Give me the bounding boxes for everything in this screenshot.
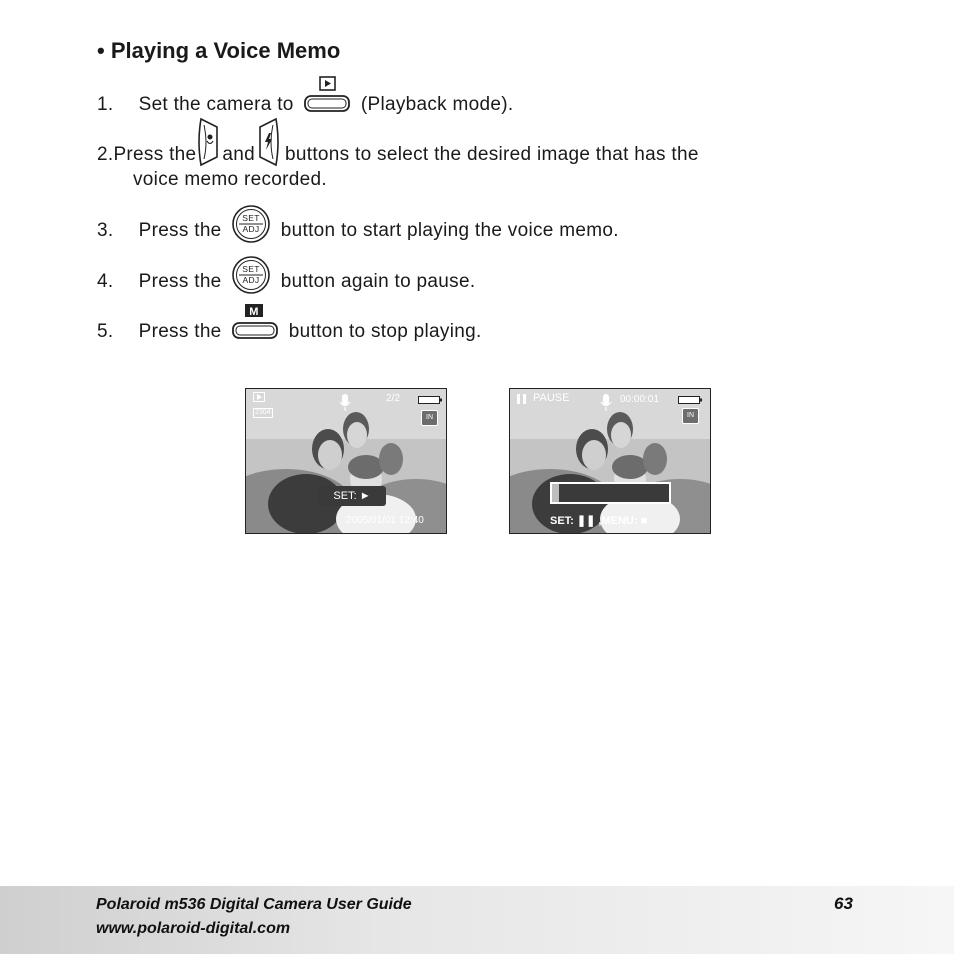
adj-label: ADJ	[242, 274, 260, 285]
menu-letter: M	[249, 305, 259, 318]
set-adj-button-icon	[231, 263, 271, 294]
elapsed-time: 00:00:01	[620, 394, 659, 405]
pause-status: PAUSE	[533, 392, 570, 404]
step-text: button again to pause.	[280, 271, 476, 292]
step-3	[97, 212, 619, 244]
guide-title: Polaroid m536 Digital Camera User Guide	[96, 896, 412, 913]
step-number: 3.	[97, 220, 114, 241]
page-title: • Playing a Voice Memo	[97, 38, 341, 63]
step-text: (Playback mode).	[360, 94, 514, 115]
step-2-continuation: voice memo recorded.	[133, 169, 327, 190]
set-play-label: SET: ►	[333, 490, 371, 502]
internal-memory-icon	[682, 408, 699, 424]
step-text: button to start playing the voice memo.	[280, 220, 619, 241]
image-counter: 2/2	[386, 393, 400, 404]
step-5	[97, 305, 482, 345]
memory-label: IN	[687, 412, 694, 419]
voice-memo-screen	[509, 388, 711, 534]
memory-label: IN	[426, 414, 433, 421]
step-number: 2.	[97, 144, 114, 165]
left-macro-button-icon	[196, 143, 222, 167]
step-text: Press the	[113, 144, 197, 165]
step-text: Set the camera to	[138, 94, 294, 115]
step-1	[97, 92, 514, 118]
set-label: SET	[242, 263, 260, 274]
playback-mode-icon	[253, 392, 265, 402]
menu-button-icon	[231, 305, 279, 344]
step-2	[97, 143, 860, 167]
playback-progress-bar	[550, 482, 671, 504]
website-url: www.polaroid-digital.com	[96, 920, 291, 937]
control-hint: SET: ❚❚ ,MENU: ■	[550, 515, 648, 527]
progress-fill	[552, 484, 559, 502]
battery-icon	[678, 396, 702, 405]
microphone-icon	[600, 394, 612, 412]
date-time: 2005/01/01 12:40	[346, 515, 424, 526]
adj-label: ADJ	[242, 223, 260, 234]
step-text: button to stop playing.	[288, 321, 482, 342]
step-number: 4.	[97, 271, 114, 292]
playback-screen	[245, 388, 447, 534]
step-text: Press the	[138, 271, 222, 292]
step-4	[97, 263, 476, 295]
step-text: Press the	[138, 220, 222, 241]
internal-memory-icon	[421, 410, 438, 426]
pause-icon	[517, 394, 527, 404]
step-number: 1.	[97, 94, 114, 115]
step-text: Press the	[138, 321, 222, 342]
step-number: 5.	[97, 321, 114, 342]
resolution-badge: 2304	[255, 409, 271, 416]
set-play-hint	[318, 486, 386, 506]
step-text: and	[222, 144, 256, 165]
right-flash-button-icon	[255, 143, 281, 167]
page-footer	[0, 886, 954, 954]
set-adj-button-icon	[231, 212, 271, 243]
page-number: 63	[834, 894, 853, 913]
playback-button-icon	[303, 93, 351, 117]
set-label: SET	[242, 212, 260, 223]
microphone-icon	[339, 394, 351, 412]
battery-icon	[418, 396, 442, 405]
step-text: buttons to select the desired image that has the	[285, 144, 699, 165]
